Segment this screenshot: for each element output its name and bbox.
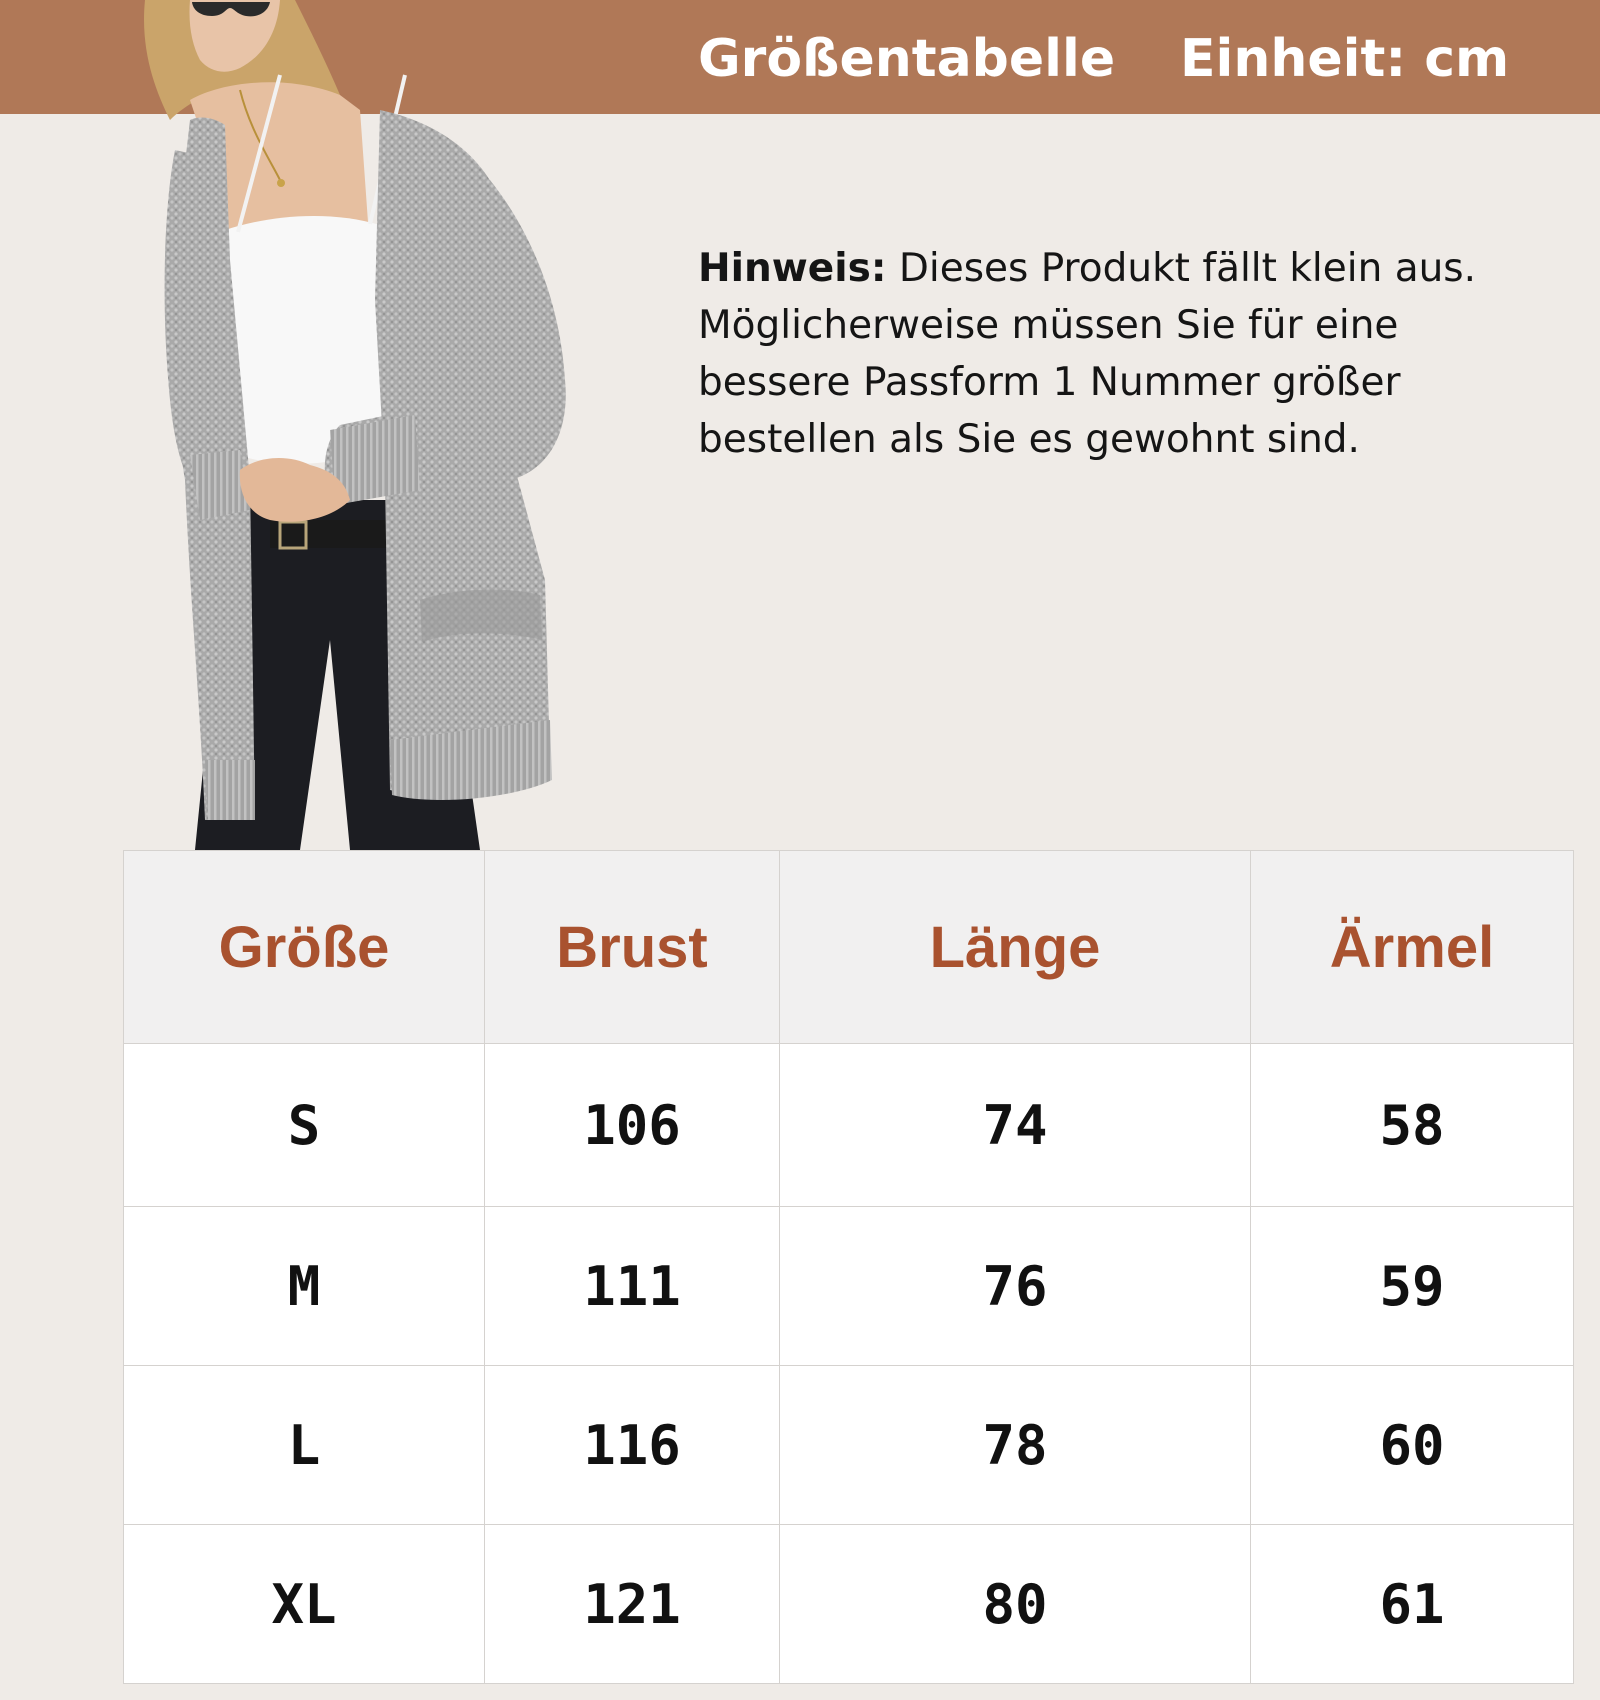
cell-sleeve: 59: [1251, 1207, 1574, 1366]
cell-length: 80: [780, 1525, 1251, 1684]
cell-chest: 106: [485, 1044, 780, 1207]
cell-length: 74: [780, 1044, 1251, 1207]
header-size: Größe: [124, 851, 485, 1044]
note-label: Hinweis:: [698, 246, 887, 291]
unit-label: Einheit: cm: [1180, 29, 1510, 89]
header-length: Länge: [780, 851, 1251, 1044]
cell-length: 76: [780, 1207, 1251, 1366]
header-title: Größentabelle: [698, 29, 1116, 89]
table-row: [124, 1207, 1574, 1366]
sizing-note: [698, 240, 1558, 468]
size-table: [123, 850, 1574, 1684]
table-row: [124, 1525, 1574, 1684]
cell-sleeve: 60: [1251, 1366, 1574, 1525]
cell-chest: 121: [485, 1525, 780, 1684]
header-chest: Brust: [485, 851, 780, 1044]
table-row: [124, 1044, 1574, 1207]
header-sleeve: Ärmel: [1251, 851, 1574, 1044]
cell-length: 78: [780, 1366, 1251, 1525]
table-header-row: [124, 851, 1574, 1044]
table-row: [124, 1366, 1574, 1525]
cell-size: L: [124, 1366, 485, 1525]
cell-size: S: [124, 1044, 485, 1207]
cell-chest: 111: [485, 1207, 780, 1366]
cell-chest: 116: [485, 1366, 780, 1525]
note-text: Dieses Produkt fällt klein aus. Möglicherweise müssen Sie für eine bessere Passform 1 Nummer größer bestellen als Sie es gewohnt sind.: [698, 246, 1477, 462]
cell-size: M: [124, 1207, 485, 1366]
cell-sleeve: 61: [1251, 1525, 1574, 1684]
cell-sleeve: 58: [1251, 1044, 1574, 1207]
model-photo: [130, 0, 650, 850]
cell-size: XL: [124, 1525, 485, 1684]
